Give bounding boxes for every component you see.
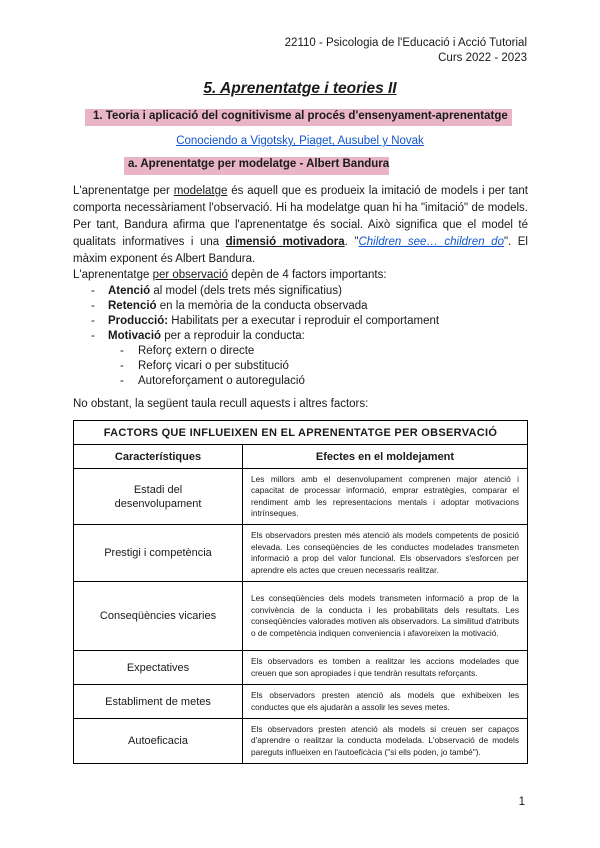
- quote-link[interactable]: Children see… children do: [358, 236, 504, 248]
- page-title: 5. Aprenentatge i teories II: [203, 80, 397, 97]
- column-header-characteristics: Característiques: [74, 445, 243, 469]
- section-heading: 1. Teoria i aplicació del cognitivisme al procés d'ensenyament-aprenentatge: [93, 110, 508, 122]
- table-row: [74, 469, 528, 525]
- term-modelatge: modelatge: [173, 185, 228, 197]
- dash-bullet: -: [120, 360, 124, 372]
- table-row: [74, 651, 528, 685]
- table-header-row: [74, 445, 528, 469]
- paragraph-observacio: [73, 267, 528, 284]
- factor-name: Motivació: [108, 330, 162, 342]
- video-link[interactable]: Conociendo a Vigotsky, Piaget, Ausubel y Novak: [176, 135, 424, 147]
- sub-list-item: [91, 344, 439, 359]
- feature-cell: Expectatives: [74, 651, 243, 685]
- dash-bullet: -: [91, 330, 95, 342]
- sub-list-item: [91, 374, 439, 389]
- dash-bullet: -: [120, 375, 124, 387]
- paragraph-modelatge: [73, 183, 528, 268]
- table-row: [74, 685, 528, 719]
- feature-cell: Prestigi i competència: [74, 525, 243, 582]
- subsection-heading: a. Aprenentatge per modelatge - Albert Bandura: [128, 158, 390, 170]
- factor-name: Producció:: [108, 315, 169, 327]
- text-run: . ": [344, 236, 359, 248]
- course-year: Curs 2022 - 2023: [438, 52, 527, 64]
- motivation-type: Reforç vicari o per substitució: [138, 360, 289, 372]
- column-header-effects: Efectes en el moldejament: [243, 445, 528, 469]
- feature-cell: Establiment de metes: [74, 685, 243, 719]
- table-row: [74, 582, 528, 651]
- text-run: és aquell que es produeix la imitació de models i per tant comporta necessàriament l'observació. Hi ha modelatge quan hi ha "imitació" de models. Per tant, Bandura afirma que l'aprenentatge és social. Això significa que el model té qualitats informatives i una: [73, 185, 528, 248]
- list-item: [91, 314, 439, 329]
- feature-cell: Autoeficacia: [74, 719, 243, 764]
- table-title: FACTORS QUE INFLUEIXEN EN EL APRENENTATGE PER OBSERVACIÓ: [74, 421, 528, 445]
- table-row: [74, 719, 528, 764]
- paragraph-table-intro: No obstant, la següent taula recull aquests i altres factors:: [73, 398, 369, 410]
- text-run: depèn de 4 factors importants:: [228, 269, 387, 281]
- course-name: 22110 - Psicologia de l'Educació i Acció Tutorial: [284, 37, 527, 49]
- motivation-type: Autoreforçament o autoregulació: [138, 375, 305, 387]
- effect-cell: Les millors amb el desenvolupament comprenen major atenció i capacitat de processar informació, emprar estratègies, comparar el rendiment amb les representacions mentals i adoptar motivacions intrínseques.: [243, 469, 528, 525]
- effect-cell: Els observadors presten atenció als models que exhibeixen les conductes que els ajudaràn a assolir les seves metes.: [243, 685, 528, 719]
- effect-cell: Els observadors es tomben a realitzar les accions modelades que creuen que son apropiades i que tendràn resultats reforçants.: [243, 651, 528, 685]
- factor-name: Retenció: [108, 300, 157, 312]
- text-run: L'aprenentatge: [73, 269, 153, 281]
- factor-text: per a reproduir la conducta:: [161, 330, 305, 342]
- factors-list: [91, 284, 439, 389]
- dash-bullet: -: [120, 345, 124, 357]
- feature-cell: Conseqüències vicaries: [74, 582, 243, 651]
- term-observacio: per observació: [152, 269, 229, 281]
- list-item: [91, 329, 439, 344]
- page-number: 1: [518, 796, 525, 808]
- factors-table: [73, 420, 528, 764]
- effect-cell: Els observadors presten atenció als models si creuen ser capaços d'aprendre o realitzar la conducta modelada. L'observació de models pareguts influeixen en l'autoeficàcia ("si ells poden, jo també").: [243, 719, 528, 764]
- document-header: [285, 36, 527, 66]
- effect-cell: Les conseqüències dels models transmeten informació a prop de la convivència de la conducta i les probabilitats dels resultats. Les conseqüències valorades motiven als observadors. La similitud d'atributs o de competència indiquen conveniencia i afavoreixen la motivació.: [243, 582, 528, 651]
- factor-text: en la memòria de la conducta observada: [156, 300, 368, 312]
- table-title-row: [74, 421, 528, 445]
- dash-bullet: -: [91, 300, 95, 312]
- dash-bullet: -: [91, 285, 95, 297]
- motivation-type: Reforç extern o directe: [138, 345, 255, 357]
- table-row: [74, 525, 528, 582]
- effect-cell: Els observadors presten més atenció als models competents de posició elevada. Les conseqüències de les conductes modelades transmeten informació a prop del valor funcional. Els observadors s'esforcen per aprendre els actes que creuen necessaris realitzar.: [243, 525, 528, 582]
- text-run: L'aprenentatge per: [73, 185, 174, 197]
- factor-text: al model (dels trets més significatius): [150, 285, 342, 297]
- list-item: [91, 299, 439, 314]
- dash-bullet: -: [91, 315, 95, 327]
- factor-text: Habilitats per a executar i reproduir el comportament: [168, 315, 440, 327]
- text-run: ". El màxim exponent és Albert Bandura.: [73, 236, 528, 265]
- feature-cell: Estadi del desenvolupament: [74, 469, 243, 525]
- term-dimensio-motivadora: dimensió motivadora: [225, 236, 345, 248]
- list-item: [91, 284, 439, 299]
- sub-list-item: [91, 359, 439, 374]
- factor-name: Atenció: [108, 285, 151, 297]
